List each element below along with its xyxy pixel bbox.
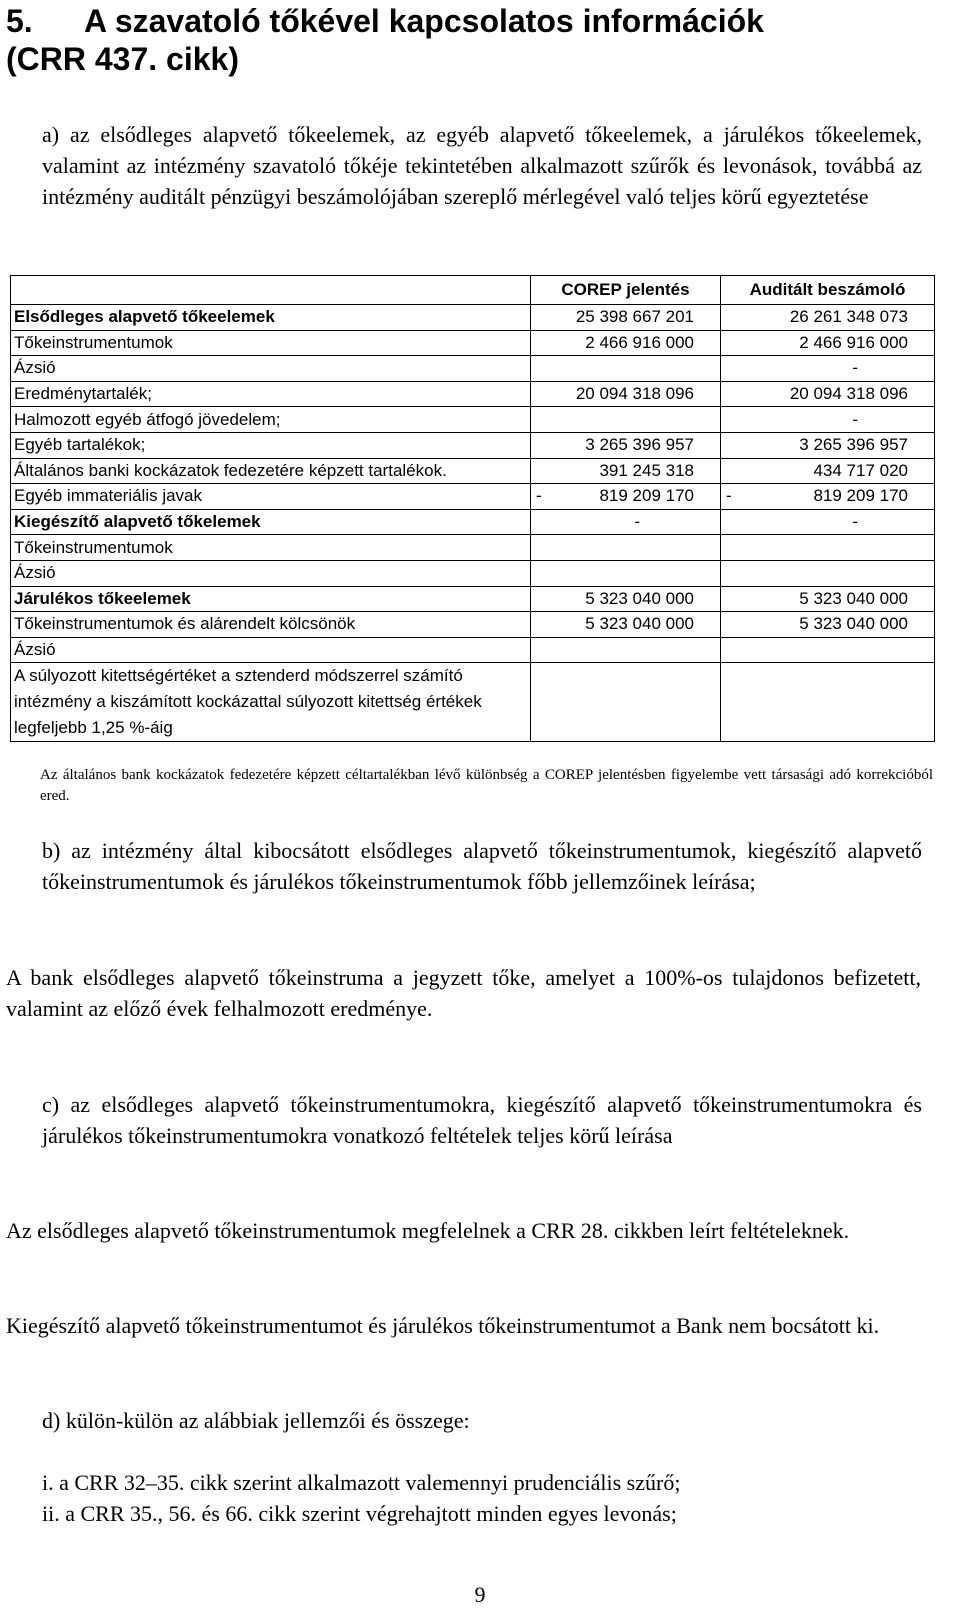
capital-reconciliation-table xyxy=(10,275,935,742)
cell-value: - xyxy=(852,512,858,532)
row-audited-value xyxy=(721,560,935,586)
row-label: Eredménytartalék; xyxy=(11,381,531,407)
row-corep-value xyxy=(531,381,721,407)
row-corep-value xyxy=(531,560,721,586)
row-label: Tőkeinstrumentumok xyxy=(11,535,531,561)
table-row xyxy=(11,560,935,586)
header-audited: Auditált beszámoló xyxy=(721,276,935,305)
table-row xyxy=(11,509,935,535)
cell-value: 819 209 170 xyxy=(599,486,694,506)
section-d-item-2: ii. a CRR 35., 56. és 66. cikk szerint végrehajtott minden egyes levonás; xyxy=(42,1501,677,1526)
row-label: Tőkeinstrumentumok és alárendelt kölcsönök xyxy=(11,612,531,638)
row-corep-value xyxy=(531,509,721,535)
table-row xyxy=(11,407,935,433)
row-corep-value xyxy=(531,484,721,510)
cell-value: 20 094 318 096 xyxy=(789,384,908,404)
negative-sign: - xyxy=(536,486,542,506)
table-row xyxy=(11,663,935,742)
row-label: Ázsió xyxy=(11,356,531,382)
cell-value: 5 323 040 000 xyxy=(799,588,908,608)
section-b-body: A bank elsődleges alapvető tőkeinstruma a jegyzett tőke, amelyet a 100%-os tulajdonos befizetett, valamint az előző évek felhalmozott eredménye. xyxy=(6,965,921,1021)
row-corep-value xyxy=(531,458,721,484)
cell-value: - xyxy=(634,512,640,532)
row-corep-value xyxy=(531,535,721,561)
table-header-row xyxy=(11,276,935,305)
row-label: A súlyozott kitettségértéket a sztenderd módszerrel számító intézmény a kiszámított kockázattal súlyozott kitettség értékek legfeljebb 1,25 %-áig xyxy=(11,663,531,742)
header-corep: COREP jelentés xyxy=(531,276,721,305)
heading-line-1: A szavatoló tőkével kapcsolatos információk xyxy=(84,3,764,39)
row-corep-value xyxy=(531,356,721,382)
row-label: Egyéb tartalékok; xyxy=(11,432,531,458)
row-label: Általános banki kockázatok fedezetére képzett tartalékok. xyxy=(11,458,531,484)
table-row xyxy=(11,356,935,382)
section-d-item-1: i. a CRR 32–35. cikk szerint alkalmazott valemennyi prudenciális szűrő; xyxy=(42,1470,681,1495)
row-audited-value xyxy=(721,535,935,561)
row-audited-value xyxy=(721,458,935,484)
row-audited-value xyxy=(721,663,935,742)
row-audited-value xyxy=(721,305,935,331)
page-number: 9 xyxy=(474,1582,486,1607)
row-audited-value xyxy=(721,381,935,407)
row-corep-value xyxy=(531,586,721,612)
cell-value: 391 245 318 xyxy=(599,460,694,480)
row-corep-value xyxy=(531,305,721,331)
table-row xyxy=(11,535,935,561)
cell-value: 3 265 396 957 xyxy=(585,435,694,455)
row-audited-value xyxy=(721,407,935,433)
cell-value: 20 094 318 096 xyxy=(575,384,694,404)
cell-value: 819 209 170 xyxy=(813,486,908,506)
section-b-text: b) az intézmény által kibocsátott elsődleges alapvető tőkeinstrumentumok, kiegészítő alapvető tőkeinstrumentumok és járulékos tőkeinstrumentumok főbb jellemzőinek leírása; xyxy=(42,838,922,894)
table-row xyxy=(11,432,935,458)
table-row xyxy=(11,612,935,638)
section-c-text: c) az elsődleges alapvető tőkeinstrumentumokra, kiegészítő alapvető tőkeinstrumentumokra és járulékos tőkeinstrumentumokra vonatkozó feltételek teljes körű leírása xyxy=(42,1092,922,1148)
cell-value: 5 323 040 000 xyxy=(799,614,908,634)
row-label: Ázsió xyxy=(11,560,531,586)
section-d-list xyxy=(42,1467,922,1529)
table-row xyxy=(11,458,935,484)
row-label: Járulékos tőkeelemek xyxy=(11,586,531,612)
row-audited-value xyxy=(721,356,935,382)
row-label: Kiegészítő alapvető tőkelemek xyxy=(11,509,531,535)
section-heading xyxy=(6,2,946,78)
section-a-text: a) az elsődleges alapvető tőkeelemek, az egyéb alapvető tőkeelemek, a járulékos tőkeelemek, valamint az intézmény szavatoló tőkéje tekintetében alkalmazott szűrők és levonások, továbbá az intézmény auditált pénzügyi beszámolójában szereplő mérlegével való teljes körű egyeztetése xyxy=(42,122,922,209)
cell-value: 25 398 667 201 xyxy=(575,307,694,327)
row-audited-value xyxy=(721,612,935,638)
cell-value: - xyxy=(852,358,858,378)
table-row xyxy=(11,305,935,331)
header-cell-empty xyxy=(11,276,531,305)
section-d-text: d) külön-külön az alábbiak jellemzői és összege: xyxy=(42,1408,470,1433)
table-row xyxy=(11,381,935,407)
row-label: Ázsió xyxy=(11,637,531,663)
row-audited-value xyxy=(721,330,935,356)
table-row xyxy=(11,330,935,356)
cell-value: 2 466 916 000 xyxy=(799,332,908,352)
negative-sign: - xyxy=(726,486,732,506)
cell-value: 5 323 040 000 xyxy=(585,588,694,608)
row-corep-value xyxy=(531,637,721,663)
cell-value: 2 466 916 000 xyxy=(585,332,694,352)
cell-value: 3 265 396 957 xyxy=(799,435,908,455)
row-audited-value xyxy=(721,586,935,612)
cell-value: 5 323 040 000 xyxy=(585,614,694,634)
section-number: 5. xyxy=(6,3,33,39)
table-row xyxy=(11,484,935,510)
table-footnote: Az általános bank kockázatok fedezetére képzett céltartalékban lévő különbség a COREP jelentésben figyelembe vett társasági adó korrekcióból ered. xyxy=(40,767,933,804)
row-audited-value xyxy=(721,509,935,535)
heading-line-2: (CRR 437. cikk) xyxy=(6,41,239,77)
table-row xyxy=(11,586,935,612)
row-corep-value xyxy=(531,407,721,433)
row-corep-value xyxy=(531,663,721,742)
row-corep-value xyxy=(531,432,721,458)
row-audited-value xyxy=(721,637,935,663)
cell-value: - xyxy=(852,409,858,429)
section-c-body-1: Az elsődleges alapvető tőkeinstrumentumok megfelelnek a CRR 28. cikkben leírt feltételeknek. xyxy=(6,1218,850,1243)
table-row xyxy=(11,637,935,663)
row-audited-value xyxy=(721,484,935,510)
section-c-body-2: Kiegészítő alapvető tőkeinstrumentumot és járulékos tőkeinstrumentumot a Bank nem bocsátott ki. xyxy=(6,1313,880,1338)
row-label: Egyéb immateriális javak xyxy=(11,484,531,510)
cell-value: 26 261 348 073 xyxy=(789,307,908,327)
row-label: Elsődleges alapvető tőkeelemek xyxy=(11,305,531,331)
row-label: Tőkeinstrumentumok xyxy=(11,330,531,356)
row-audited-value xyxy=(721,432,935,458)
row-corep-value xyxy=(531,330,721,356)
row-label: Halmozott egyéb átfogó jövedelem; xyxy=(11,407,531,433)
row-corep-value xyxy=(531,612,721,638)
cell-value: 434 717 020 xyxy=(813,460,908,480)
